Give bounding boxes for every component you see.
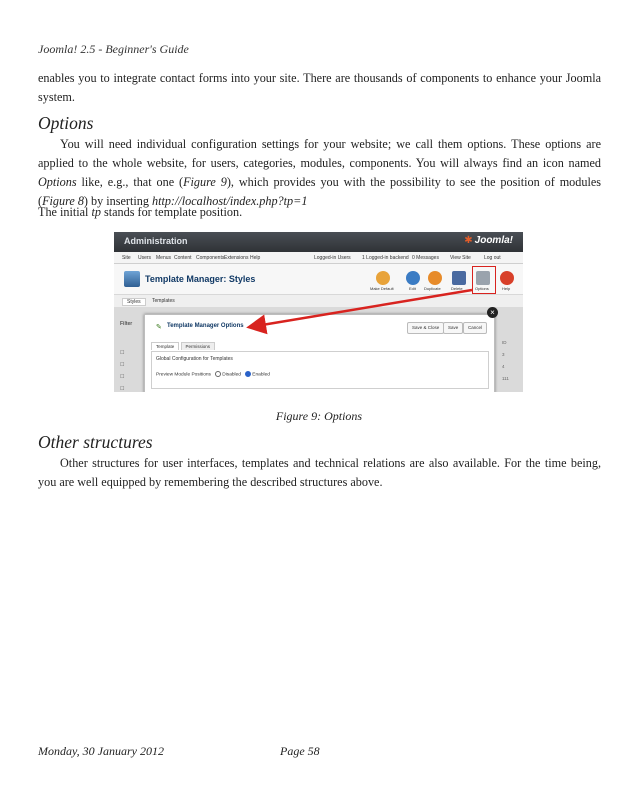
save-button[interactable]: Save (443, 322, 463, 334)
options-paragraph: You will need individual configuration settings for your website; we call them options. These options are applied to the whole website, for users, categories, modules, components. You will always find an icon named Options like, e.g., that one (Figure 9), which provides you with the possibility to see the position of modules (Figure 8) by inserting http://localhost/index.php?tp=1 (38, 137, 601, 208)
menu-item: Site (122, 255, 131, 261)
wrench-icon: ✎ (156, 324, 162, 331)
tab-templates: Templates (152, 298, 175, 304)
menu-status: Log out (484, 255, 501, 261)
tab-permissions[interactable]: Permissions (181, 342, 216, 350)
fieldset-legend: Global Configuration for Templates (156, 356, 233, 362)
toolbar-label: Duplicate (424, 286, 441, 291)
menu-item: Content (174, 255, 192, 261)
menu-item: Help (250, 255, 261, 261)
row-checkbox: ☐ (120, 374, 125, 380)
tp-paragraph: The initial tp stands for template position. (38, 205, 243, 219)
menu-item: Users (138, 255, 152, 261)
menu-item: Menus (156, 255, 172, 261)
save-close-button[interactable]: Save & Close (407, 322, 444, 334)
running-header: Joomla! 2.5 - Beginner's Guide (38, 42, 189, 56)
menu-status: 1 Logged-in backend (362, 255, 409, 261)
options-heading: Options (38, 113, 94, 133)
page-title: Template Manager: Styles (145, 274, 256, 284)
tab-template[interactable]: Template (151, 342, 179, 350)
figure-screenshot (114, 232, 523, 392)
toolbar-label: Edit (409, 286, 416, 291)
row-number: ID (502, 340, 507, 345)
intro-paragraph: enables you to integrate contact forms into your site. There are thousands of components to enhance your Joomla system. (38, 71, 601, 104)
modal-title: Template Manager Options (167, 323, 244, 329)
toolbar-label: Delete (451, 286, 463, 291)
other-structures-heading: Other structures (38, 432, 153, 452)
menu-status: Logged-in Users (314, 255, 351, 261)
row-number: 111 (502, 376, 509, 381)
radio-label: Enabled (252, 372, 270, 378)
row-checkbox: ☐ (120, 362, 125, 368)
cancel-button[interactable]: Cancel (463, 322, 487, 334)
row-checkbox: ☐ (120, 350, 125, 356)
toolbar-label: Options (475, 286, 489, 291)
other-structures-paragraph: Other structures for user interfaces, templates and technical relations are also available. For the time being, you are well equipped by remembering the described structures above. (38, 456, 601, 489)
row-number: 3 (502, 352, 505, 357)
close-icon[interactable]: × (487, 307, 498, 318)
pointer-arrow (114, 232, 523, 392)
filter-label: Filter (120, 321, 133, 327)
tab-styles: Styles (122, 298, 146, 306)
toolbar-label: Help (502, 286, 511, 291)
joomla-logo: ✱ Joomla! (464, 235, 513, 246)
figure-caption: Figure 9: Options (275, 409, 363, 423)
menu-status: 0 Messages (412, 255, 439, 261)
radio-label: Disabled (222, 372, 241, 378)
menu-item: Components (196, 255, 225, 261)
footer-date: Monday, 30 January 2012 (38, 744, 164, 758)
row-number: 4 (502, 364, 505, 369)
menu-item: Extensions (224, 255, 249, 261)
field-label: Preview Module Positions (156, 372, 211, 378)
menu-status: View Site (450, 255, 471, 261)
admin-title: Administration (124, 236, 188, 246)
toolbar-label: Make Default (370, 286, 394, 291)
footer-page-number: Page 58 (280, 744, 320, 758)
row-checkbox: ☐ (120, 386, 125, 392)
